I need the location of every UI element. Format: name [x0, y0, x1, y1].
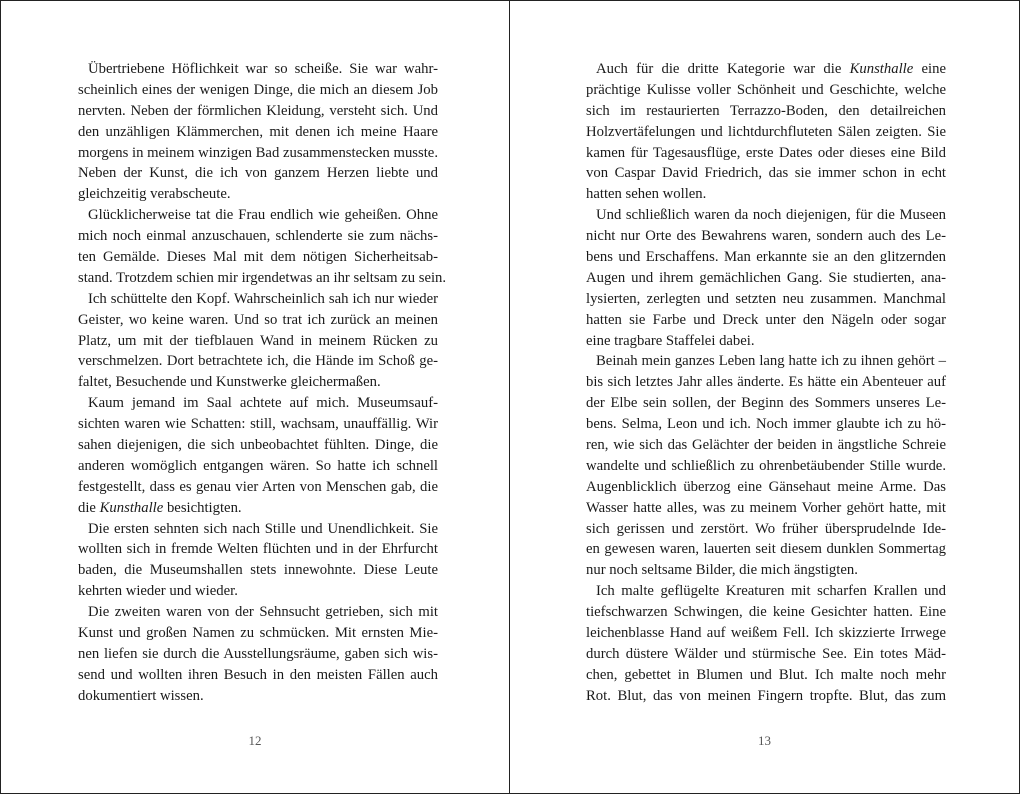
- text-line: faltet, Besuchende und Kunstwerke gleichermaßen.: [78, 374, 381, 391]
- text-line: dokumentiert wissen.: [78, 687, 204, 704]
- text-line: verschmelzen. Dort betrachtete ich, die Hände im Schoß ge-: [78, 353, 438, 370]
- text-line: Und schließlich waren da noch diejenigen, für die Museen: [596, 207, 946, 224]
- text-line: Augen und ihrem gemächlichen Gang. Sie studierten, ana-: [586, 269, 946, 286]
- text-line: Augenblicklich überzog eine Gänsehaut meine Arme. Das: [586, 478, 946, 495]
- text-segment: Auch für die dritte Kategorie war die: [596, 61, 850, 77]
- text-line: Glücklicherweise tat die Frau endlich wie geheißen. Ohne: [88, 207, 438, 224]
- text-line: Beinah mein ganzes Leben lang hatte ich zu ihnen gehört –: [596, 353, 946, 370]
- right-page-number: 13: [758, 733, 771, 748]
- text-line: sich im restaurierten Terrazzo-Boden, den detailreichen: [586, 102, 946, 119]
- text-line: bens und Erschaffens. Man erkannte sie an den glitzernden: [586, 249, 946, 266]
- text-line: nicht nur Orte des Bewahrens waren, sondern auch des Le-: [586, 228, 946, 245]
- text-line: der Elbe sein sollen, der Beginn des Sommers unseres Le-: [586, 395, 946, 412]
- text-line: Die ersten sehnten sich nach Stille und Unendlichkeit. Sie: [88, 520, 438, 537]
- left-page-body: [78, 59, 447, 707]
- text-line: hatten sie Farbe und Dreck unter den Nägeln oder sogar: [586, 311, 946, 328]
- text-line: stand. Trotzdem schien mir irgendetwas an ihr seltsam zu sein.: [78, 269, 447, 286]
- text-line: en gewesen waren, lauerten seit diesem dunklen Sommertag: [586, 541, 946, 558]
- text-line: Holzvertäfelungen und lichtdurchfluteten Sälen zeigten. Sie: [586, 123, 946, 140]
- text-line: baden, die Museumshallen stets innewohnte. Diese Leute: [78, 562, 438, 579]
- text-line: lysierten, zerlegten und setzten neu zusammen. Manchmal: [586, 290, 946, 307]
- text-segment: besichtigten.: [163, 499, 242, 516]
- text-line: nen liefen sie durch die Ausstellungsräume, gaben sich wis-: [78, 645, 438, 662]
- text-line: bens. Selma, Leon und ich. Noch immer glaubte ich zu hö-: [586, 416, 946, 433]
- text-line: Kaum jemand im Saal achtete auf mich. Museumsauf-: [88, 395, 438, 412]
- text-line: wandelte und schließlich zu ohrenbetäubender Stille wurde.: [586, 457, 946, 474]
- text-segment: die: [78, 499, 100, 516]
- text-line: [78, 498, 438, 519]
- text-line: mich noch einmal anzuschauen, schlenderte sie zum nächs-: [78, 228, 438, 245]
- text-line: morgens in meinem winzigen Bad zusammenstecken musste.: [78, 144, 438, 161]
- italic-title: Kunsthalle: [849, 61, 914, 77]
- text-line: bis sich letztes Jahr alles änderte. Es hätte ein Abenteuer auf: [586, 374, 946, 391]
- right-page: [510, 1, 1019, 793]
- text-line: gleichzeitig verabscheute.: [78, 186, 231, 203]
- text-line: nervten. Neben der förmlichen Kleidung, versteht sich. Und: [78, 102, 438, 119]
- text-line: Ich schüttelte den Kopf. Wahrscheinlich sah ich nur wieder: [88, 290, 438, 307]
- left-page-number: 12: [248, 733, 262, 748]
- text-line: hatten sehen wollen.: [586, 186, 707, 203]
- text-line: Übertriebene Höflichkeit war so scheiße. Sie war wahr-: [88, 61, 438, 77]
- text-line: durch düstere Wälder und stürmische See. Ein totes Mäd-: [586, 645, 946, 662]
- italic-title: Kunsthalle: [99, 499, 164, 516]
- text-line: scheinlich eines der wenigen Dinge, die mich an diesem Job: [78, 81, 438, 98]
- text-segment: eine: [913, 61, 946, 77]
- text-line: tiefschwarzen Schwingen, die keine Gesichter hatten. Eine: [586, 604, 946, 621]
- text-line: sahen diejenigen, die sich unbeobachtet fühlten. Dinge, die: [78, 437, 438, 454]
- text-line: Geister, wo keine waren. Und so trat ich zurück an meinen: [78, 311, 438, 328]
- right-page-body: [586, 59, 946, 707]
- text-line: chen, gebettet in Blumen und Blut. Ich malte noch mehr: [586, 666, 946, 683]
- text-line: wollten sich in fremde Welten flüchten und in der Ehrfurcht: [78, 541, 438, 558]
- text-line: ren, wie sich das Gelächter der beiden in ängstliche Schreie: [586, 437, 946, 454]
- text-line: prächtige Kulisse voller Schönheit und Geschichte, welche: [586, 81, 946, 98]
- text-line: Die zweiten waren von der Sehnsucht getrieben, sich mit: [88, 604, 438, 621]
- text-line: den unzähligen Klämmerchen, mit denen ich meine Haare: [78, 123, 438, 140]
- text-line: Rot. Blut, das von meinen Fingern tropfte. Blut, das zum: [586, 687, 946, 704]
- text-line: kehrten wieder und wieder.: [78, 583, 238, 600]
- text-line: eine tragbare Staffelei dabei.: [586, 332, 755, 349]
- text-line: ten Gemälde. Dieses Mal mit dem nötigen Sicherheitsab-: [78, 249, 438, 266]
- text-line: Neben der Kunst, die ich von ganzem Herzen liebte und: [78, 165, 438, 182]
- left-page: [1, 1, 510, 793]
- text-line: anderen womöglich entgangen wären. So hatte ich schnell: [78, 457, 438, 474]
- text-line: von Caspar David Friedrich, das sie immer schon in echt: [586, 165, 946, 182]
- text-line: leichenblasse Hand auf weißem Fell. Ich skizzierte Irrwege: [586, 625, 946, 642]
- text-line: Ich malte geflügelte Kreaturen mit scharfen Krallen und: [596, 583, 946, 600]
- text-line: kamen für Tagesausflüge, erste Dates oder dieses eine Bild: [586, 144, 946, 161]
- text-line: nur noch seltsame Bilder, die mich ängstigten.: [586, 562, 858, 579]
- text-line: sich gerissen und zerstört. Wo früher übersprudelnde Ide-: [586, 520, 946, 537]
- text-line: [586, 59, 946, 80]
- text-line: send und wollten ihren Besuch in den meisten Fällen auch: [78, 666, 438, 683]
- text-line: Kunst und großen Namen zu schmücken. Mit ernsten Mie-: [78, 625, 438, 642]
- text-line: Wasser hatte alles, was zu meinem Vorher gehört hatte, mit: [586, 499, 946, 516]
- text-line: Platz, um mit der tiefblauen Wand in meinem Rücken zu: [78, 332, 438, 349]
- text-line: sichten waren wie Schatten: still, wachsam, unauffällig. Wir: [78, 416, 438, 433]
- text-line: festgestellt, dass es genau vier Arten von Menschen gab, die: [78, 478, 438, 495]
